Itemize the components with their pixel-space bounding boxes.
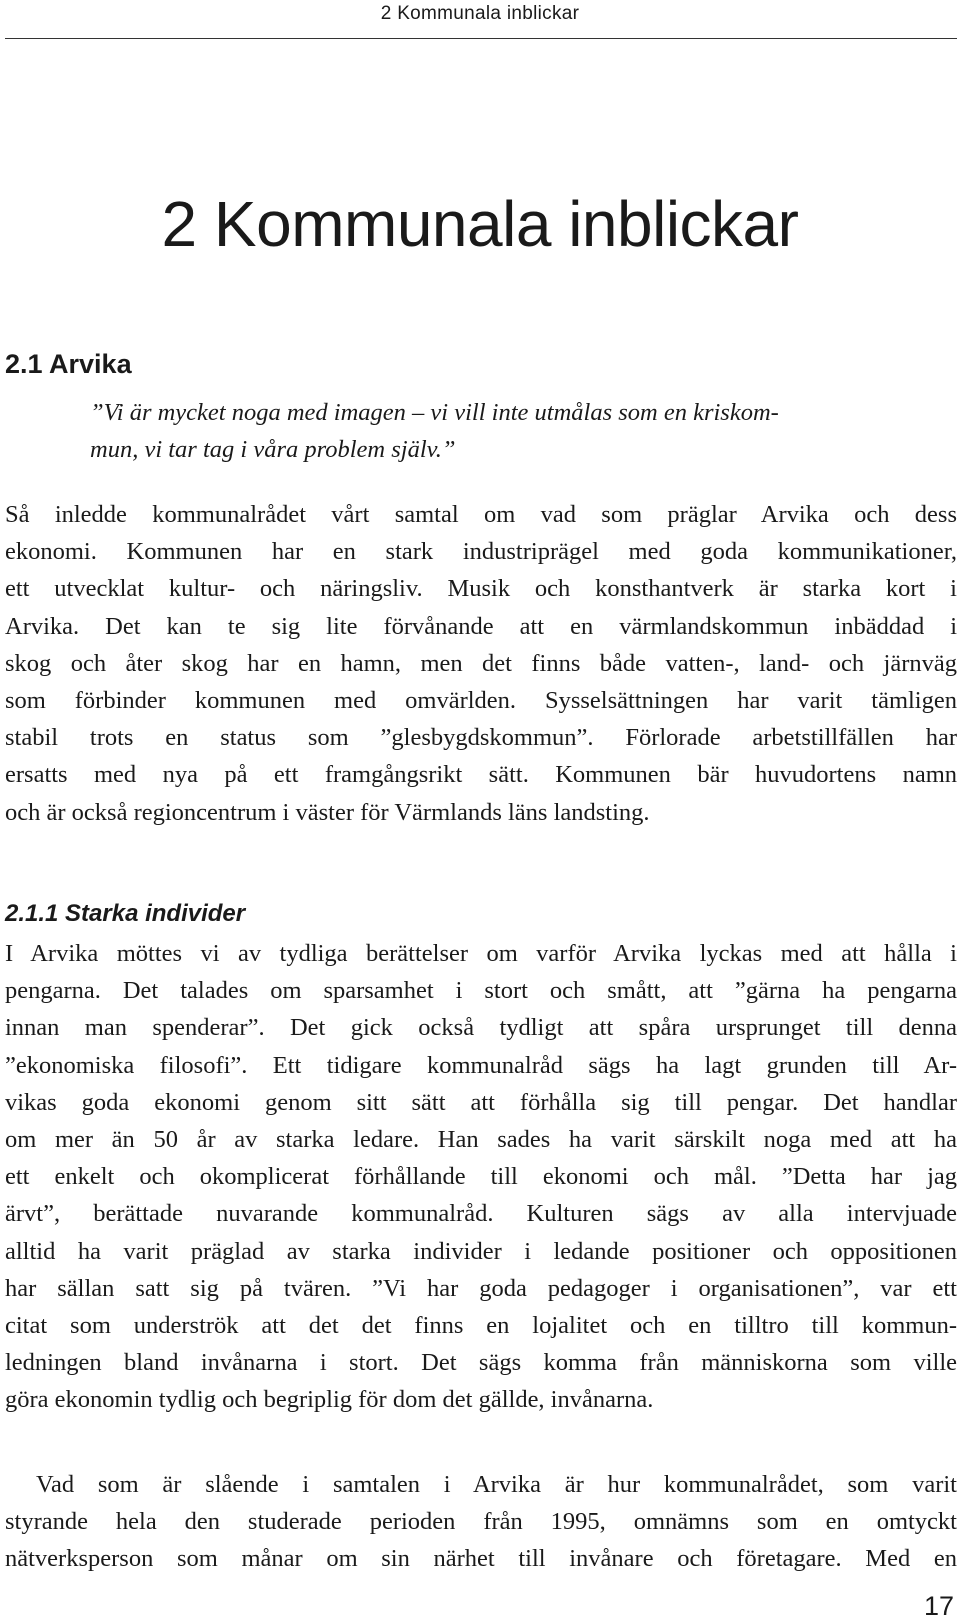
text-line: I Arvika möttes vi av tydliga berättelser om varför Arvika lyckas med att hålla i	[5, 940, 957, 967]
text-line: göra ekonomin tydlig och begriplig för dom det gällde, invånarna.	[5, 1386, 654, 1414]
running-header: 2 Kommunala inblickar	[380, 3, 580, 24]
text-line: innan man spenderar”. Det gick också tydligt att spåra ursprunget till denna	[5, 1014, 957, 1042]
text-line: nätverksperson som månar om sin närhet till invånare och företagare. Med en	[5, 1545, 957, 1573]
text-line: skog och åter skog har en hamn, men det finns både vatten-, land- och järnväg	[5, 649, 957, 677]
text-line: ledningen bland invånarna i stort. Det sägs komma från människorna som ville	[5, 1349, 957, 1377]
text-line: ekonomi. Kommunen har en stark industriprägel med goda kommunikationer,	[5, 538, 957, 566]
section-heading: 2.1 Arvika	[5, 349, 132, 379]
text-line: pengarna. Det talades om sparsamhet i stort och smått, att ”gärna ha pengarna	[5, 977, 957, 1005]
subsection-paragraph	[5, 1466, 957, 1578]
text-line: ett enkelt och okomplicerat förhållande till ekonomi och mål. ”Detta har jag	[5, 1163, 957, 1191]
text-line: Så inledde kommunalrådet vårt samtal om vad som präglar Arvika och dess	[5, 501, 957, 528]
section-paragraph	[5, 496, 957, 831]
text-line: ”ekonomiska filosofi”. Ett tidigare kommunalråd sägs ha lagt grunden till Ar-	[5, 1051, 957, 1079]
text-line: Arvika. Det kan te sig lite förvånande att en värmlandskommun inbäddad i	[5, 612, 957, 640]
text-line: och är också regioncentrum i väster för Värmlands läns landsting.	[5, 798, 650, 826]
page-number: 17	[923, 1591, 954, 1621]
text-line: stabil trots en status som ”glesbygdskommun”. Förlorade arbetstillfällen har	[5, 724, 957, 752]
epigraph-line: mun, vi tar tag i våra problem själv.”	[90, 436, 456, 463]
text-line: har sällan satt sig på tvären. ”Vi har goda pedagoger i organisationen”, var ett	[5, 1274, 957, 1302]
text-line: ersatts med nya på ett framgångsrikt sätt. Kommunen bär huvudortens namn	[5, 761, 957, 789]
text-line: om mer än 50 år av starka ledare. Han sades ha varit särskilt noga med att ha	[5, 1126, 957, 1154]
text-line: som förbinder kommunen med omvärlden. Sysselsättningen har varit tämligen	[5, 687, 957, 715]
subsection-heading: 2.1.1 Starka individer	[5, 900, 246, 927]
subsection-paragraph	[5, 935, 957, 1419]
epigraph-quote	[90, 394, 955, 468]
text-line: styrande hela den studerade perioden från 1995, omnämns som en omtyckt	[5, 1508, 957, 1536]
header-divider	[5, 38, 957, 39]
text-line: ett utvecklat kultur- och näringsliv. Musik och konsthantverk är starka kort i	[5, 575, 957, 603]
text-line: citat som underströk att det det finns en lojalitet och en tilltro till kommun-	[5, 1312, 957, 1340]
chapter-title: 2 Kommunala inblickar	[161, 188, 799, 260]
text-line: Vad som är slående i samtalen i Arvika är hur kommunalrådet, som varit	[36, 1471, 957, 1498]
epigraph-line: ”Vi är mycket noga med imagen – vi vill inte utmålas som en kriskom-	[90, 399, 779, 426]
text-line: alltid ha varit präglad av starka individer i ledande positioner och oppositionen	[5, 1237, 957, 1265]
text-line: vikas goda ekonomi genom sitt sätt att förhålla sig till pengar. Det handlar	[5, 1088, 957, 1116]
text-line: ärvt”, berättade nuvarande kommunalråd. Kulturen sägs av alla intervjuade	[5, 1200, 957, 1228]
